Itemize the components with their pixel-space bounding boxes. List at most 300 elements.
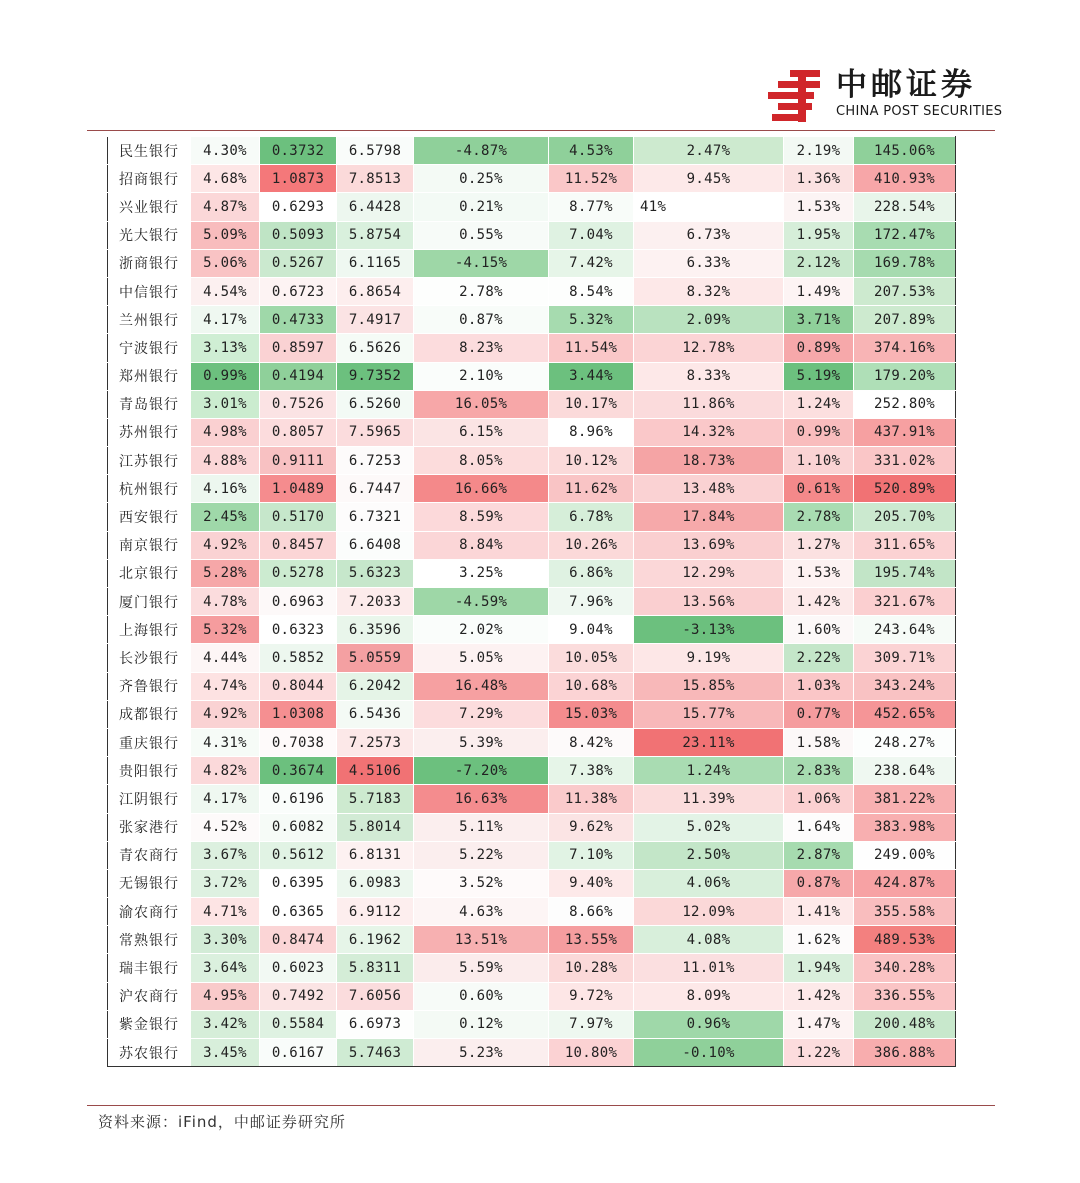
metric-cell: 0.7492: [260, 982, 337, 1010]
table-row: [108, 588, 956, 616]
metric-cell: 4.54%: [191, 277, 260, 305]
metric-cell: 6.5626: [337, 334, 414, 362]
metric-cell: 4.98%: [191, 418, 260, 446]
metric-cell: 1.24%: [784, 390, 854, 418]
table-row: [108, 559, 956, 587]
metric-cell: 7.4917: [337, 306, 414, 334]
metric-cell: 4.78%: [191, 588, 260, 616]
metric-cell: 41%: [634, 193, 784, 221]
header-divider: [87, 130, 995, 131]
metric-cell: 5.8014: [337, 813, 414, 841]
bank-name-cell: 浙商银行: [108, 249, 191, 277]
metric-cell: 4.63%: [414, 898, 549, 926]
metric-cell: 1.03%: [784, 672, 854, 700]
bank-name-cell: 招商银行: [108, 165, 191, 193]
bank-name-cell: 光大银行: [108, 221, 191, 249]
metric-cell: 374.16%: [854, 334, 956, 362]
metric-cell: 11.62%: [549, 475, 634, 503]
bank-name-cell: 杭州银行: [108, 475, 191, 503]
metric-cell: 9.7352: [337, 362, 414, 390]
metric-cell: 10.26%: [549, 531, 634, 559]
metric-cell: 0.6293: [260, 193, 337, 221]
bank-metrics-table: [107, 136, 956, 1067]
metric-cell: 489.53%: [854, 926, 956, 954]
table-row: [108, 165, 956, 193]
metric-cell: 1.06%: [784, 785, 854, 813]
metric-cell: 249.00%: [854, 841, 956, 869]
metric-cell: 6.33%: [634, 249, 784, 277]
metric-cell: 243.64%: [854, 616, 956, 644]
metric-cell: 336.55%: [854, 982, 956, 1010]
table-row: [108, 757, 956, 785]
metric-cell: 0.99%: [784, 418, 854, 446]
metric-cell: 4.92%: [191, 531, 260, 559]
metric-cell: 1.42%: [784, 588, 854, 616]
metric-cell: 386.88%: [854, 1039, 956, 1067]
metric-cell: 2.22%: [784, 644, 854, 672]
metric-cell: 0.5267: [260, 249, 337, 277]
metric-cell: 7.38%: [549, 757, 634, 785]
metric-cell: 4.31%: [191, 728, 260, 756]
metric-cell: 0.21%: [414, 193, 549, 221]
metric-cell: 8.23%: [414, 334, 549, 362]
metric-cell: 7.10%: [549, 841, 634, 869]
metric-cell: 410.93%: [854, 165, 956, 193]
bank-name-cell: 齐鲁银行: [108, 672, 191, 700]
metric-cell: 355.58%: [854, 898, 956, 926]
metric-cell: 1.0873: [260, 165, 337, 193]
metric-cell: 2.10%: [414, 362, 549, 390]
metric-cell: 9.40%: [549, 869, 634, 897]
metric-cell: 179.20%: [854, 362, 956, 390]
metric-cell: 10.68%: [549, 672, 634, 700]
metric-cell: 7.96%: [549, 588, 634, 616]
metric-cell: 4.53%: [549, 137, 634, 165]
bank-name-cell: 郑州银行: [108, 362, 191, 390]
metric-cell: 6.4428: [337, 193, 414, 221]
table-row: [108, 531, 956, 559]
metric-cell: 3.45%: [191, 1039, 260, 1067]
table-row: [108, 954, 956, 982]
metric-cell: 0.3732: [260, 137, 337, 165]
table-row: [108, 616, 956, 644]
metric-cell: 452.65%: [854, 700, 956, 728]
footer-divider: [87, 1105, 995, 1106]
metric-cell: 7.42%: [549, 249, 634, 277]
bank-name-cell: 宁波银行: [108, 334, 191, 362]
metric-cell: 0.6365: [260, 898, 337, 926]
metric-cell: 6.6408: [337, 531, 414, 559]
table-row: [108, 221, 956, 249]
metric-cell: 2.50%: [634, 841, 784, 869]
metric-cell: 0.8597: [260, 334, 337, 362]
bank-name-cell: 常熟银行: [108, 926, 191, 954]
metric-cell: 7.2573: [337, 728, 414, 756]
metric-cell: 0.96%: [634, 1010, 784, 1038]
metric-cell: 6.78%: [549, 503, 634, 531]
table-row: [108, 334, 956, 362]
table-row: [108, 898, 956, 926]
metric-cell: 15.77%: [634, 700, 784, 728]
metric-cell: 5.22%: [414, 841, 549, 869]
metric-cell: 1.36%: [784, 165, 854, 193]
metric-cell: 1.58%: [784, 728, 854, 756]
metric-cell: 11.38%: [549, 785, 634, 813]
metric-cell: 238.64%: [854, 757, 956, 785]
bank-name-cell: 青农商行: [108, 841, 191, 869]
table-row: [108, 390, 956, 418]
logo-english-text: CHINA POST SECURITIES: [836, 104, 1003, 119]
metric-cell: 172.47%: [854, 221, 956, 249]
metric-cell: 12.09%: [634, 898, 784, 926]
metric-cell: 4.30%: [191, 137, 260, 165]
metric-cell: 0.5584: [260, 1010, 337, 1038]
metric-cell: 0.3674: [260, 757, 337, 785]
metric-cell: 0.8474: [260, 926, 337, 954]
metric-cell: 5.11%: [414, 813, 549, 841]
metric-cell: 1.64%: [784, 813, 854, 841]
metric-cell: 15.03%: [549, 700, 634, 728]
metric-cell: 200.48%: [854, 1010, 956, 1038]
metric-cell: 0.89%: [784, 334, 854, 362]
bank-name-cell: 民生银行: [108, 137, 191, 165]
metric-cell: 3.30%: [191, 926, 260, 954]
metric-cell: 5.19%: [784, 362, 854, 390]
metric-cell: 5.39%: [414, 728, 549, 756]
table-row: [108, 137, 956, 165]
metric-cell: 0.12%: [414, 1010, 549, 1038]
metric-cell: 4.17%: [191, 785, 260, 813]
metric-cell: 169.78%: [854, 249, 956, 277]
metric-cell: 16.63%: [414, 785, 549, 813]
table-row: [108, 306, 956, 334]
metric-cell: -0.10%: [634, 1039, 784, 1067]
metric-cell: 0.8457: [260, 531, 337, 559]
metric-cell: 4.74%: [191, 672, 260, 700]
metric-cell: 207.53%: [854, 277, 956, 305]
metric-cell: 383.98%: [854, 813, 956, 841]
metric-cell: 16.48%: [414, 672, 549, 700]
metric-cell: 5.7183: [337, 785, 414, 813]
metric-cell: 0.5093: [260, 221, 337, 249]
table-row: [108, 785, 956, 813]
metric-cell: 145.06%: [854, 137, 956, 165]
metric-cell: 331.02%: [854, 447, 956, 475]
metric-cell: 437.91%: [854, 418, 956, 446]
metric-cell: 0.60%: [414, 982, 549, 1010]
metric-cell: 309.71%: [854, 644, 956, 672]
metric-cell: 8.32%: [634, 277, 784, 305]
metric-cell: 11.54%: [549, 334, 634, 362]
metric-cell: 0.6323: [260, 616, 337, 644]
metric-cell: 12.78%: [634, 334, 784, 362]
metric-cell: 8.54%: [549, 277, 634, 305]
metric-cell: 4.82%: [191, 757, 260, 785]
metric-cell: 0.87%: [414, 306, 549, 334]
metric-cell: 10.12%: [549, 447, 634, 475]
metric-cell: 17.84%: [634, 503, 784, 531]
metric-cell: 5.7463: [337, 1039, 414, 1067]
metric-cell: 11.39%: [634, 785, 784, 813]
bank-name-cell: 无锡银行: [108, 869, 191, 897]
metric-cell: 7.29%: [414, 700, 549, 728]
metric-cell: 4.88%: [191, 447, 260, 475]
metric-cell: 5.8754: [337, 221, 414, 249]
metric-cell: 23.11%: [634, 728, 784, 756]
metric-cell: 1.0489: [260, 475, 337, 503]
metric-cell: 228.54%: [854, 193, 956, 221]
metric-cell: 2.09%: [634, 306, 784, 334]
metric-cell: 11.01%: [634, 954, 784, 982]
metric-cell: 0.87%: [784, 869, 854, 897]
table-row: [108, 841, 956, 869]
metric-cell: 1.95%: [784, 221, 854, 249]
bank-name-cell: 江苏银行: [108, 447, 191, 475]
metric-cell: 1.49%: [784, 277, 854, 305]
metric-cell: 5.09%: [191, 221, 260, 249]
metric-cell: 6.5260: [337, 390, 414, 418]
metric-cell: 4.68%: [191, 165, 260, 193]
metric-cell: 3.71%: [784, 306, 854, 334]
metric-cell: 0.6196: [260, 785, 337, 813]
bank-name-cell: 渝农商行: [108, 898, 191, 926]
metric-cell: 3.44%: [549, 362, 634, 390]
metric-cell: 11.52%: [549, 165, 634, 193]
metric-cell: 3.64%: [191, 954, 260, 982]
metric-cell: -4.59%: [414, 588, 549, 616]
bank-name-cell: 沪农商行: [108, 982, 191, 1010]
metric-cell: 0.5852: [260, 644, 337, 672]
metric-cell: 8.96%: [549, 418, 634, 446]
metric-cell: 18.73%: [634, 447, 784, 475]
table-row: [108, 193, 956, 221]
metric-cell: 8.66%: [549, 898, 634, 926]
table-row: [108, 869, 956, 897]
metric-cell: 0.5612: [260, 841, 337, 869]
metric-cell: 7.97%: [549, 1010, 634, 1038]
metric-cell: 0.8057: [260, 418, 337, 446]
metric-cell: 4.08%: [634, 926, 784, 954]
metric-cell: 2.45%: [191, 503, 260, 531]
metric-cell: 1.53%: [784, 193, 854, 221]
metric-cell: 4.87%: [191, 193, 260, 221]
metric-cell: 2.78%: [784, 503, 854, 531]
metric-cell: 0.6395: [260, 869, 337, 897]
metric-cell: 10.17%: [549, 390, 634, 418]
metric-cell: 13.55%: [549, 926, 634, 954]
metric-cell: 2.47%: [634, 137, 784, 165]
table-row: [108, 475, 956, 503]
table-row: [108, 982, 956, 1010]
metric-cell: 0.8044: [260, 672, 337, 700]
metric-cell: 4.17%: [191, 306, 260, 334]
metric-cell: -3.13%: [634, 616, 784, 644]
logo-chinese-text: 中邮证券: [836, 67, 976, 103]
metric-cell: 4.95%: [191, 982, 260, 1010]
bank-name-cell: 兰州银行: [108, 306, 191, 334]
metric-cell: 1.27%: [784, 531, 854, 559]
company-logo: [768, 64, 1003, 124]
table-row: [108, 1010, 956, 1038]
metric-cell: 8.59%: [414, 503, 549, 531]
metric-cell: 16.66%: [414, 475, 549, 503]
metric-cell: 1.22%: [784, 1039, 854, 1067]
metric-cell: 5.06%: [191, 249, 260, 277]
bank-name-cell: 江阴银行: [108, 785, 191, 813]
metric-cell: 5.02%: [634, 813, 784, 841]
metric-cell: 3.25%: [414, 559, 549, 587]
metric-cell: 11.86%: [634, 390, 784, 418]
metric-cell: 4.5106: [337, 757, 414, 785]
metric-cell: 5.23%: [414, 1039, 549, 1067]
metric-cell: 7.2033: [337, 588, 414, 616]
metric-cell: 1.0308: [260, 700, 337, 728]
metric-cell: -7.20%: [414, 757, 549, 785]
metric-cell: 0.99%: [191, 362, 260, 390]
metric-cell: 340.28%: [854, 954, 956, 982]
metric-cell: 6.5798: [337, 137, 414, 165]
metric-cell: 0.6963: [260, 588, 337, 616]
bank-name-cell: 厦门银行: [108, 588, 191, 616]
metric-cell: 8.05%: [414, 447, 549, 475]
metric-cell: 10.80%: [549, 1039, 634, 1067]
metric-cell: 5.28%: [191, 559, 260, 587]
metric-cell: 9.45%: [634, 165, 784, 193]
metric-cell: 321.67%: [854, 588, 956, 616]
metric-cell: 6.0983: [337, 869, 414, 897]
metric-cell: 8.42%: [549, 728, 634, 756]
metric-cell: 6.7253: [337, 447, 414, 475]
metric-cell: 0.5278: [260, 559, 337, 587]
metric-cell: 1.24%: [634, 757, 784, 785]
metric-cell: 6.1962: [337, 926, 414, 954]
metric-cell: 4.16%: [191, 475, 260, 503]
metric-cell: 1.62%: [784, 926, 854, 954]
metric-cell: 205.70%: [854, 503, 956, 531]
table-row: [108, 644, 956, 672]
table-row: [108, 1039, 956, 1067]
metric-cell: 12.29%: [634, 559, 784, 587]
metric-cell: 1.42%: [784, 982, 854, 1010]
table-row: [108, 672, 956, 700]
table-row: [108, 362, 956, 390]
table-row: [108, 926, 956, 954]
metric-cell: 2.02%: [414, 616, 549, 644]
metric-cell: 1.47%: [784, 1010, 854, 1038]
metric-cell: 1.41%: [784, 898, 854, 926]
metric-cell: 248.27%: [854, 728, 956, 756]
metric-cell: 2.19%: [784, 137, 854, 165]
bank-name-cell: 上海银行: [108, 616, 191, 644]
table-row: [108, 418, 956, 446]
bank-name-cell: 青岛银行: [108, 390, 191, 418]
metric-cell: 8.77%: [549, 193, 634, 221]
metric-cell: 9.19%: [634, 644, 784, 672]
metric-cell: 1.94%: [784, 954, 854, 982]
metric-cell: 13.51%: [414, 926, 549, 954]
metric-cell: 5.0559: [337, 644, 414, 672]
metric-cell: 13.48%: [634, 475, 784, 503]
metric-cell: 424.87%: [854, 869, 956, 897]
metric-cell: 0.4733: [260, 306, 337, 334]
metric-cell: 520.89%: [854, 475, 956, 503]
metric-cell: 2.87%: [784, 841, 854, 869]
metric-cell: 10.28%: [549, 954, 634, 982]
metric-cell: 6.8654: [337, 277, 414, 305]
china-post-logo-icon: [768, 70, 822, 122]
metric-cell: 4.06%: [634, 869, 784, 897]
source-note: 资料来源：iFind，中邮证券研究所: [98, 1113, 346, 1131]
metric-cell: -4.87%: [414, 137, 549, 165]
metric-cell: 3.42%: [191, 1010, 260, 1038]
metric-cell: 0.7038: [260, 728, 337, 756]
metric-cell: 3.01%: [191, 390, 260, 418]
metric-cell: 0.61%: [784, 475, 854, 503]
metric-cell: 6.2042: [337, 672, 414, 700]
bank-name-cell: 张家港行: [108, 813, 191, 841]
metric-cell: 6.15%: [414, 418, 549, 446]
metric-cell: 0.55%: [414, 221, 549, 249]
table-row: [108, 447, 956, 475]
metric-cell: 8.33%: [634, 362, 784, 390]
metric-cell: 6.6973: [337, 1010, 414, 1038]
metric-cell: 4.44%: [191, 644, 260, 672]
metric-cell: 3.72%: [191, 869, 260, 897]
metric-cell: 7.04%: [549, 221, 634, 249]
bank-name-cell: 长沙银行: [108, 644, 191, 672]
metric-cell: 5.6323: [337, 559, 414, 587]
metric-cell: 9.62%: [549, 813, 634, 841]
metric-cell: 5.32%: [191, 616, 260, 644]
metric-cell: 8.84%: [414, 531, 549, 559]
metric-cell: 6.7447: [337, 475, 414, 503]
metric-cell: -4.15%: [414, 249, 549, 277]
metric-cell: 207.89%: [854, 306, 956, 334]
metric-cell: 7.5965: [337, 418, 414, 446]
metric-cell: 3.13%: [191, 334, 260, 362]
metric-cell: 4.71%: [191, 898, 260, 926]
metric-cell: 4.52%: [191, 813, 260, 841]
metric-cell: 0.25%: [414, 165, 549, 193]
bank-name-cell: 成都银行: [108, 700, 191, 728]
table-row: [108, 728, 956, 756]
metric-cell: 5.59%: [414, 954, 549, 982]
metric-cell: 1.10%: [784, 447, 854, 475]
bank-name-cell: 贵阳银行: [108, 757, 191, 785]
metric-cell: 13.69%: [634, 531, 784, 559]
metric-cell: 0.7526: [260, 390, 337, 418]
metric-cell: 311.65%: [854, 531, 956, 559]
metric-cell: 252.80%: [854, 390, 956, 418]
metric-cell: 3.52%: [414, 869, 549, 897]
metric-cell: 0.6167: [260, 1039, 337, 1067]
table-row: [108, 700, 956, 728]
metric-cell: 5.8311: [337, 954, 414, 982]
metric-cell: 4.92%: [191, 700, 260, 728]
metric-cell: 0.6723: [260, 277, 337, 305]
metric-cell: 9.04%: [549, 616, 634, 644]
metric-cell: 0.5170: [260, 503, 337, 531]
metric-cell: 2.83%: [784, 757, 854, 785]
metric-cell: 0.6023: [260, 954, 337, 982]
metric-cell: 1.60%: [784, 616, 854, 644]
metric-cell: 9.72%: [549, 982, 634, 1010]
table-row: [108, 813, 956, 841]
bank-name-cell: 紫金银行: [108, 1010, 191, 1038]
bank-name-cell: 苏州银行: [108, 418, 191, 446]
metric-cell: 14.32%: [634, 418, 784, 446]
metric-cell: 16.05%: [414, 390, 549, 418]
